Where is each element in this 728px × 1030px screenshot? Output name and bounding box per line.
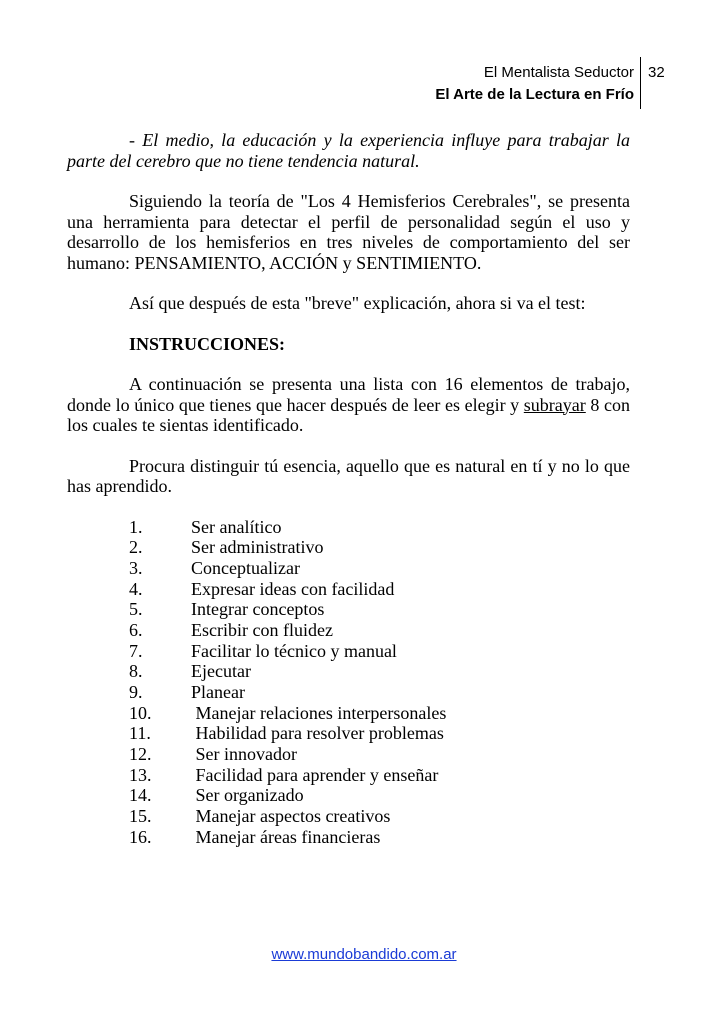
list-item: [67, 579, 630, 600]
list-item: [67, 723, 630, 744]
page-footer: [0, 946, 728, 963]
list-item: [67, 641, 630, 662]
instructions-text-before: A continuación se presenta una lista con 16 elementos de trabajo, donde lo único que tienes que hacer después de leer es elegir y: [67, 374, 630, 415]
list-item: [67, 765, 630, 786]
list-item: [67, 744, 630, 765]
list-item: [67, 827, 630, 848]
paragraph-theory: Siguiendo la teoría de "Los 4 Hemisferios Cerebrales", se presenta una herramienta para detectar el perfil de personalidad según el uso y desarrollo de los hemisferios en tres niveles de comportamiento del ser humano: PENSAMIENTO, ACCIÓN y SENTIMIENTO.: [67, 191, 630, 273]
list-number: 5.: [129, 599, 143, 620]
list-number: 14.: [129, 785, 152, 806]
list-number: 11.: [129, 723, 151, 744]
page-number: 32: [648, 64, 665, 81]
website-link[interactable]: www.mundobandido.com.ar: [271, 946, 457, 963]
elements-list: [67, 517, 630, 848]
list-text: Ser organizado: [191, 785, 304, 806]
list-item: [67, 785, 630, 806]
list-text: Habilidad para resolver problemas: [191, 723, 444, 744]
chapter-title: El Arte de la Lectura en Frío: [435, 86, 634, 103]
list-text: Manejar relaciones interpersonales: [191, 702, 447, 723]
paragraph-essence: Procura distinguir tú esencia, aquello que es natural en tí y no lo que has aprendido.: [67, 455, 630, 496]
list-number: 16.: [129, 826, 152, 847]
list-item: [67, 661, 630, 682]
list-number: 7.: [129, 640, 143, 661]
list-number: 1.: [129, 516, 143, 537]
list-item: [67, 537, 630, 558]
instructions-heading: INSTRUCCIONES:: [129, 333, 286, 354]
list-number: 12.: [129, 744, 152, 765]
paragraph-instructions: [67, 374, 630, 436]
list-item: [67, 599, 630, 620]
list-item: [67, 558, 630, 579]
page-header: [435, 62, 634, 106]
list-item: [67, 806, 630, 827]
list-number: 10.: [129, 702, 152, 723]
list-number: 9.: [129, 682, 143, 702]
list-item: [67, 620, 630, 641]
book-title: El Mentalista Seductor: [483, 64, 634, 81]
list-number: 4.: [129, 578, 143, 599]
paragraph-test-intro: Así que después de esta "breve" explicación, ahora si va el test:: [129, 293, 586, 313]
list-number: 3.: [129, 557, 143, 578]
list-number: 6.: [129, 619, 143, 640]
list-number: 8.: [129, 661, 143, 682]
header-divider: [640, 57, 641, 109]
list-text: Escribir con fluidez: [191, 619, 333, 640]
list-text: Conceptualizar: [191, 557, 300, 578]
list-item: [67, 517, 630, 538]
list-text: Planear: [191, 682, 245, 702]
list-number: 13.: [129, 764, 152, 785]
list-text: Manejar aspectos creativos: [191, 806, 391, 827]
list-text: Ser analítico: [191, 516, 282, 537]
list-text: Facilitar lo técnico y manual: [191, 640, 397, 661]
underlined-word: subrayar: [523, 394, 586, 415]
list-text: Ser administrativo: [191, 537, 324, 558]
list-number: 2.: [129, 537, 143, 558]
list-text: Ejecutar: [191, 661, 251, 682]
list-text: Manejar áreas financieras: [191, 826, 381, 847]
list-text: Integrar conceptos: [191, 599, 325, 620]
paragraph-intro: - El medio, la educación y la experiencia influye para trabajar la parte del cerebro que no tiene tendencia natural.: [67, 130, 630, 171]
list-item: [67, 682, 630, 703]
list-text: Facilidad para aprender y enseñar: [191, 764, 439, 785]
list-text: Expresar ideas con facilidad: [191, 578, 395, 599]
instructions-text-after: 8 con los cuales te sientas identificado.: [67, 394, 630, 435]
page-body: [67, 130, 630, 848]
list-item: [67, 703, 630, 724]
list-text: Ser innovador: [191, 744, 297, 765]
list-number: 15.: [129, 806, 152, 827]
